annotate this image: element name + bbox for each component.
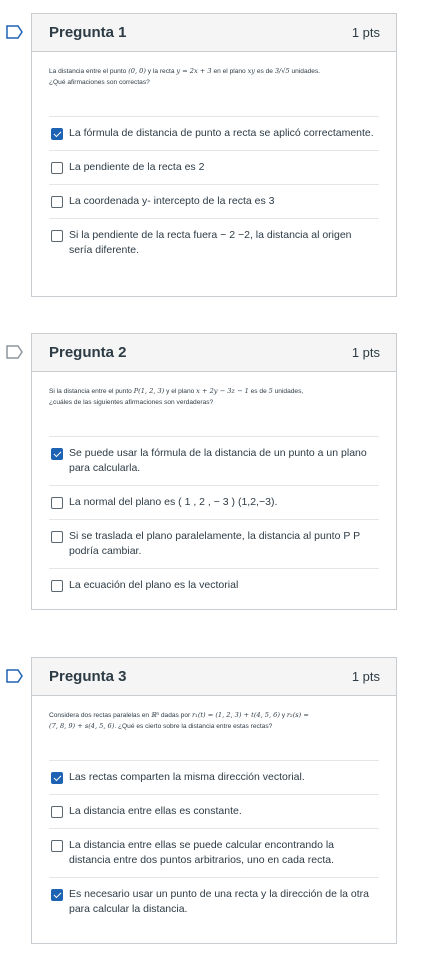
checkbox-checked-icon[interactable] [51, 448, 63, 460]
checkbox-checked-icon[interactable] [51, 772, 63, 784]
answer-label: Se puede usar la fórmula de la distancia de un punto a un plano para calcularla. [69, 447, 367, 474]
checkbox-icon[interactable] [51, 580, 63, 592]
question-text: La distancia entre el punto (0, 0) y la recta y = 2x + 3 en el plano xy es de 3/√5 unidades. ¿Qué afirmaciones son correctas? [49, 67, 321, 86]
answer-option[interactable] [49, 877, 379, 926]
question-text: Si la distancia entre el punto P(1, 2, 3) y el plano x + 2y − 3z − 1 es de 5 unidades, ¿cuáles de las siguientes afirmaciones son verdaderas? [49, 387, 304, 406]
question-points: 1 pts [351, 669, 380, 684]
checkbox-checked-icon[interactable] [51, 128, 63, 140]
answer-label: La ecuación del plano es la vectorial [69, 579, 239, 591]
answer-label: La pendiente de la recta es 2 [69, 161, 205, 173]
question-title: Pregunta 3 [49, 668, 127, 685]
question-text: Considera dos rectas paralelas en ℝ³ dadas por r₁(t) = (1, 2, 3) + t(4, 5, 6) y r₂(s) = (7, 8, 9) + s(4, 5, 6). ¿Qué es cierto sobre la distancia entre estas rectas? [49, 711, 309, 730]
answer-list [49, 760, 379, 942]
answer-label: La distancia entre ellas se puede calcular encontrando la distancia entre dos puntos arbitrarios, uno en cada recta. [69, 839, 335, 866]
answer-option[interactable] [49, 436, 379, 485]
answer-option[interactable] [49, 828, 379, 877]
answer-label: Si la pendiente de la recta fuera − 2 −2, la distancia al origen sería diferente. [69, 229, 352, 256]
answer-option[interactable] [49, 485, 379, 519]
question-title: Pregunta 2 [49, 344, 127, 361]
checkbox-icon[interactable] [51, 840, 63, 852]
answer-label: La distancia entre ellas es constante. [69, 805, 242, 817]
answer-option[interactable] [49, 184, 379, 218]
flag-question-3-icon[interactable] [6, 669, 24, 683]
answer-list [49, 436, 379, 618]
answer-label: La coordenada y- intercepto de la recta es 3 [69, 195, 275, 207]
answer-label: Es necesario usar un punto de una recta y la dirección de la otra para calcular la distancia. [69, 888, 370, 915]
answer-option[interactable] [49, 116, 379, 150]
answer-label: Las rectas comparten la misma dirección vectorial. [69, 771, 305, 783]
checkbox-icon[interactable] [51, 162, 63, 174]
question-1 [31, 13, 397, 297]
answer-label: La fórmula de distancia de punto a recta se aplicó correctamente. [69, 127, 374, 139]
question-points: 1 pts [351, 345, 380, 360]
checkbox-icon[interactable] [51, 806, 63, 818]
question-header [32, 658, 396, 696]
answer-label: Si se traslada el plano paralelamente, la distancia al punto P P podría cambiar. [69, 530, 360, 557]
answer-option[interactable] [49, 568, 379, 602]
checkbox-icon[interactable] [51, 230, 63, 242]
question-2 [31, 333, 397, 610]
answer-option[interactable] [49, 218, 379, 267]
answer-option[interactable] [49, 794, 379, 828]
answer-label: La normal del plano es ( 1 , 2 , − 3 ) (1,2,−3). [69, 496, 278, 508]
answer-option[interactable] [49, 760, 379, 794]
question-points: 1 pts [351, 25, 380, 40]
flag-question-2-icon[interactable] [6, 345, 24, 359]
checkbox-icon[interactable] [51, 196, 63, 208]
answer-option[interactable] [49, 150, 379, 184]
checkbox-checked-icon[interactable] [51, 889, 63, 901]
question-header [32, 14, 396, 52]
question-3 [31, 657, 397, 944]
question-title: Pregunta 1 [49, 24, 127, 41]
flag-question-1-icon[interactable] [6, 25, 24, 39]
checkbox-icon[interactable] [51, 531, 63, 543]
answer-list [49, 116, 379, 283]
checkbox-icon[interactable] [51, 497, 63, 509]
answer-option[interactable] [49, 519, 379, 568]
question-header [32, 334, 396, 372]
